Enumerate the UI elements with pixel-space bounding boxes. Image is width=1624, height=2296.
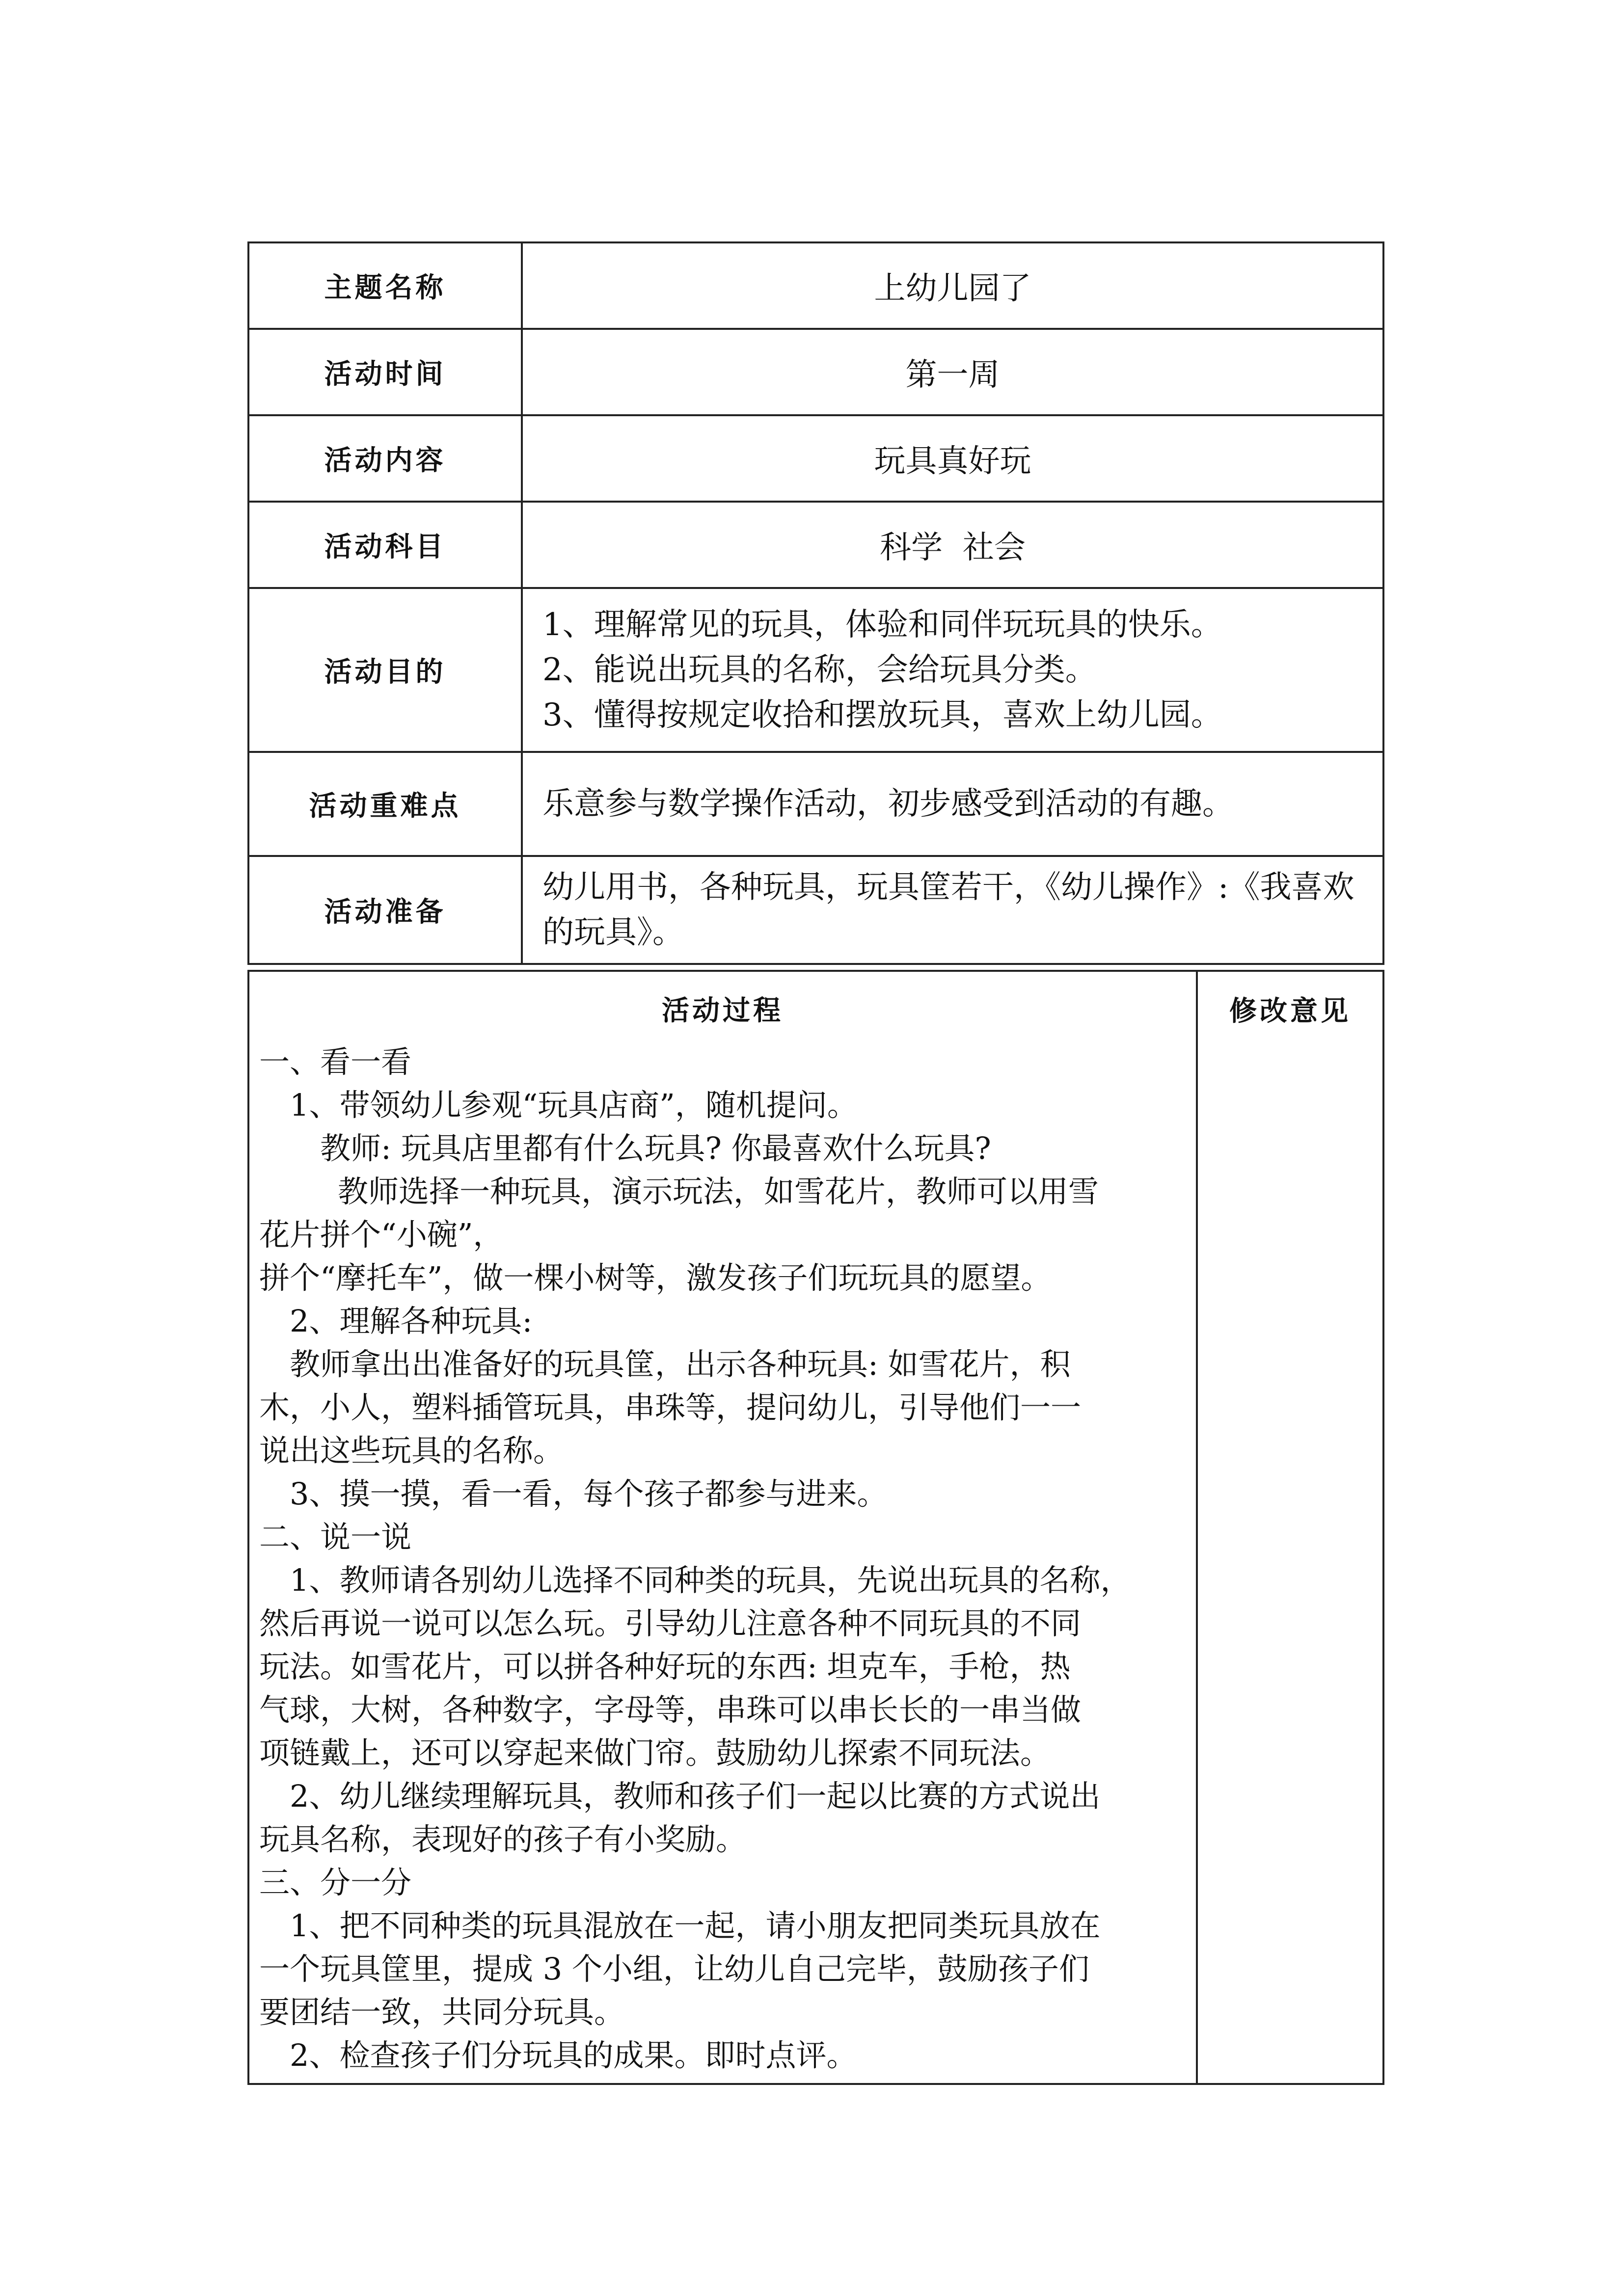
preparation-label: 活动准备 [248, 856, 522, 964]
time-label: 活动时间 [248, 329, 522, 415]
process-line: 1、把不同种类的玩具混放在一起，请小朋友把同类玩具放在 [290, 1908, 1101, 1944]
goal-line: 1、理解常见的玩具，体验和同伴玩玩具的快乐。 [542, 607, 1222, 643]
key-points-value: 乐意参与数学操作活动，初步感受到活动的有趣。 [522, 752, 1383, 856]
goal-row [248, 588, 1383, 752]
goal-value [522, 588, 1383, 752]
theme-row [248, 242, 1383, 329]
process-line: 花片拼个“小碗”， [259, 1217, 504, 1253]
theme-label: 主题名称 [248, 242, 522, 329]
time-value: 第一周 [522, 329, 1383, 415]
preparation-row [248, 856, 1383, 964]
process-line: 三、分一分 [259, 1865, 412, 1900]
process-line: 2、幼儿继续理解玩具，教师和孩子们一起以比赛的方式说出 [290, 1778, 1101, 1814]
activity-process-table [247, 970, 1384, 2085]
preparation-value [522, 856, 1383, 964]
content-value: 玩具真好玩 [522, 415, 1383, 502]
subject-row [248, 502, 1383, 588]
process-line: 1、教师请各别幼儿选择不同种类的玩具，先说出玩具的名称， [290, 1562, 1131, 1598]
goal-label: 活动目的 [248, 588, 522, 752]
key-points-row [248, 752, 1383, 856]
process-line: 说出这些玩具的名称。 [259, 1433, 564, 1468]
subject-value [522, 502, 1383, 588]
process-line: 2、检查孩子们分玩具的成果。即时点评。 [290, 2037, 857, 2073]
process-line: 二、说一说 [259, 1519, 412, 1555]
process-line: 玩具名称，表现好的孩子有小奖励。 [259, 1821, 747, 1857]
process-line: 2、理解各种玩具: [290, 1303, 533, 1339]
process-line: 一、看一看 [259, 1044, 412, 1080]
process-line: 拼个“摩托车”，做一棵小树等，激发孩子们玩玩具的愿望。 [259, 1260, 1052, 1296]
process-line: 要团结一致，共同分玩具。 [259, 1994, 625, 2030]
time-row [248, 329, 1383, 415]
process-line: 一个玩具筐里，提成 3 个小组，让幼儿自己完毕，鼓励孩子们 [259, 1951, 1089, 1987]
process-line: 教师: 玩具店里都有什么玩具? 你最喜欢什么玩具? [320, 1130, 991, 1166]
process-row [248, 971, 1383, 2084]
goal-line: 2、能说出玩具的名称，会给玩具分类。 [542, 652, 1097, 688]
content-label: 活动内容 [248, 415, 522, 502]
key-points-label: 活动重难点 [248, 752, 522, 856]
content-row [248, 415, 1383, 502]
process-line: 3、摸一摸，看一看，每个孩子都参与进来。 [290, 1476, 888, 1512]
preparation-line: 的玩具》。 [542, 914, 684, 951]
process-line: 然后再说一说可以怎么玩。引导幼儿注意各种不同玩具的不同 [259, 1605, 1082, 1641]
process-heading: 活动过程 [662, 995, 784, 1027]
process-line: 1、带领幼儿参观“玩具店商”，随机提问。 [290, 1087, 858, 1123]
theme-value: 上幼儿园了 [522, 242, 1383, 329]
preparation-line: 幼儿用书，各种玩具，玩具筐若干，《幼儿操作》:《我喜欢 [542, 869, 1354, 906]
process-line: 木，小人，塑料插管玩具，串珠等，提问幼儿，引导他们一一 [259, 1389, 1082, 1425]
remarks-cell [1197, 971, 1383, 2084]
process-line: 项链戴上，还可以穿起来做门帘。鼓励幼儿探索不同玩法。 [259, 1735, 1051, 1771]
activity-info-table [247, 241, 1384, 965]
subject-label: 活动科目 [248, 502, 522, 588]
remarks-heading: 修改意见 [1229, 995, 1351, 1027]
process-cell [248, 971, 1197, 2084]
subject-value-text: 科学 社会 [880, 530, 1026, 566]
process-line: 气球，大树，各种数字，字母等，串珠可以串长长的一串当做 [259, 1692, 1082, 1728]
goal-line: 3、懂得按规定收拾和摆放玩具，喜欢上幼儿园。 [542, 697, 1222, 733]
process-line: 教师选择一种玩具，演示玩法，如雪花片，教师可以用雪 [338, 1174, 1099, 1209]
process-line: 教师拿出出准备好的玩具筐，出示各种玩具: 如雪花片，积 [290, 1346, 1071, 1382]
process-line: 玩法。如雪花片，可以拼各种好玩的东西: 坦克车，手枪，热 [259, 1649, 1071, 1684]
